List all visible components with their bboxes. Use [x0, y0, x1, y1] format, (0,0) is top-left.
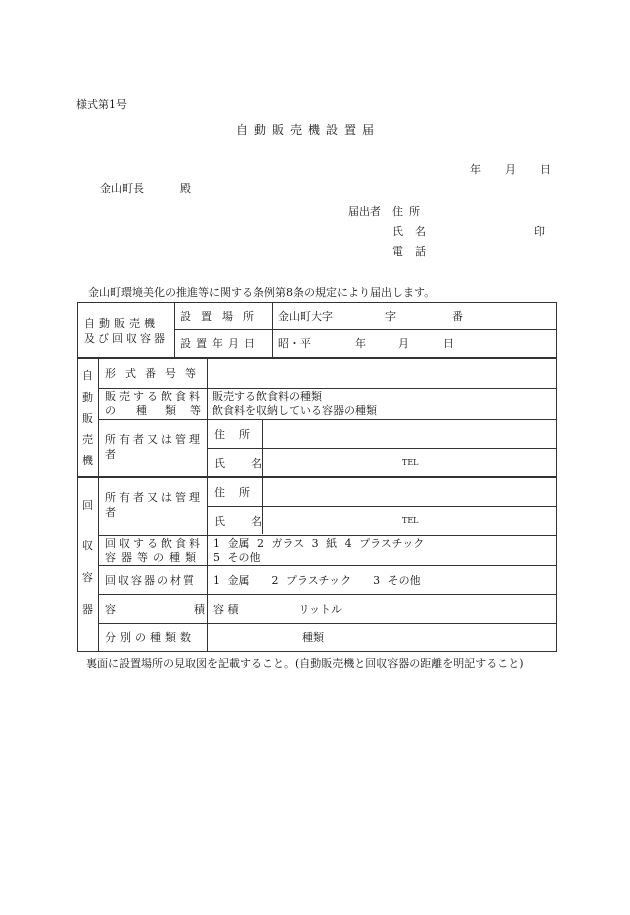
volume-value-label: 容 積 — [213, 603, 239, 616]
location-town: 金山町大字 — [278, 310, 333, 323]
location-label: 設置場所 — [180, 310, 264, 323]
vending-side-label-2: 動 — [82, 391, 93, 404]
install-date-label: 設置年月日 — [180, 337, 260, 350]
collection-name-label: 氏名 — [214, 515, 288, 528]
material-value[interactable]: 1 金属 2 プラスチック 3 その他 — [213, 574, 421, 587]
volume-value[interactable] — [213, 604, 342, 615]
vending-tel-label: TEL — [402, 458, 419, 467]
location-aza: 字 — [385, 310, 396, 323]
model-label: 形式番号等 — [105, 367, 205, 380]
volume-label — [105, 604, 205, 615]
page-title: 自動販売機設置届 — [236, 123, 381, 137]
drink-value-line1: 販売する飲食料の種類 — [212, 390, 322, 403]
applicant-name-label: 氏名 — [392, 225, 438, 238]
date-line — [470, 164, 551, 175]
material-label: 回収容器の材質 — [105, 574, 196, 587]
vending-name-label: 氏名 — [214, 457, 288, 470]
location-ban: 番 — [452, 310, 463, 323]
honorific: 殿 — [180, 182, 191, 195]
date-day: 日 — [540, 163, 551, 176]
seal-label: 印 — [534, 225, 545, 238]
vending-addr-label: 住所 — [214, 428, 264, 441]
applicant-address-label: 住所 — [392, 205, 426, 218]
vending-side-label-5: 機 — [82, 454, 93, 467]
collection-tel-label: TEL — [402, 516, 419, 525]
collection-addr-label: 住所 — [214, 486, 264, 499]
containers-value-line1[interactable]: 1 金属 2 ガラス 3 紙 4 プラスチック — [213, 537, 425, 550]
applicant-phone-label: 電話 — [392, 245, 438, 258]
collection-owner-label-line1: 所有者又は管理 — [105, 491, 203, 504]
vending-side-label-3: 販 — [82, 412, 93, 425]
vending-side-label-4: 売 — [82, 433, 93, 446]
statement: 金山町環境美化の推進等に関する条例第8条の規定により届出します。 — [88, 286, 436, 299]
drink-label-line2 — [105, 405, 201, 416]
vending-side-label-1: 自 — [82, 369, 93, 382]
install-month: 月 — [398, 337, 409, 350]
collection-side-label-3: 容 — [82, 571, 93, 584]
drink-label-no: の — [105, 404, 116, 417]
collection-side-label-4: 器 — [82, 603, 93, 616]
machine-header-line2: 及び回収容器 — [84, 332, 168, 345]
machine-header-line1: 自動販売機 — [84, 317, 159, 330]
install-date-value[interactable] — [278, 338, 454, 349]
sort-label: 分別の種類数 — [105, 631, 195, 644]
vending-owner-label-line2: 者 — [105, 448, 116, 461]
drink-label-shu: 種 — [136, 404, 147, 417]
form-number: 様式第1号 — [76, 98, 127, 111]
collection-side-label-2: 収 — [82, 539, 93, 552]
addressee — [100, 183, 191, 194]
drink-label-rui: 類 — [165, 404, 176, 417]
containers-label-line1: 回収する飲食料 — [105, 537, 203, 550]
collection-side-label-1: 回 — [82, 499, 93, 512]
addressee-name: 金山町長 — [100, 182, 144, 195]
applicant-label: 届出者 — [348, 205, 381, 218]
drink-value-line2: 飲食料を収納している容器の種類 — [212, 404, 377, 417]
date-month: 月 — [505, 163, 516, 176]
volume-label-yo: 容 — [105, 603, 116, 616]
vending-owner-label-line1: 所有者又は管理 — [105, 433, 203, 446]
install-day: 日 — [443, 337, 454, 350]
collection-owner-label-line2: 者 — [105, 506, 116, 519]
sort-unit: 種類 — [302, 631, 324, 644]
volume-unit: リットル — [298, 603, 343, 616]
containers-value-line2[interactable]: 5 その他 — [213, 551, 261, 564]
install-year: 年 — [355, 337, 366, 350]
drink-label-line1: 販売する飲食料 — [105, 390, 203, 403]
volume-label-seki: 積 — [194, 603, 205, 616]
location-value[interactable] — [278, 311, 463, 322]
footnote: 裏面に設置場所の見取図を記載すること。(自動販売機と回収容器の距離を明記すること) — [86, 657, 524, 670]
containers-label-line2: 容器等の種類 — [105, 551, 201, 564]
drink-label-tou: 等 — [190, 404, 201, 417]
install-era: 昭・平 — [278, 337, 311, 350]
date-year: 年 — [470, 163, 481, 176]
